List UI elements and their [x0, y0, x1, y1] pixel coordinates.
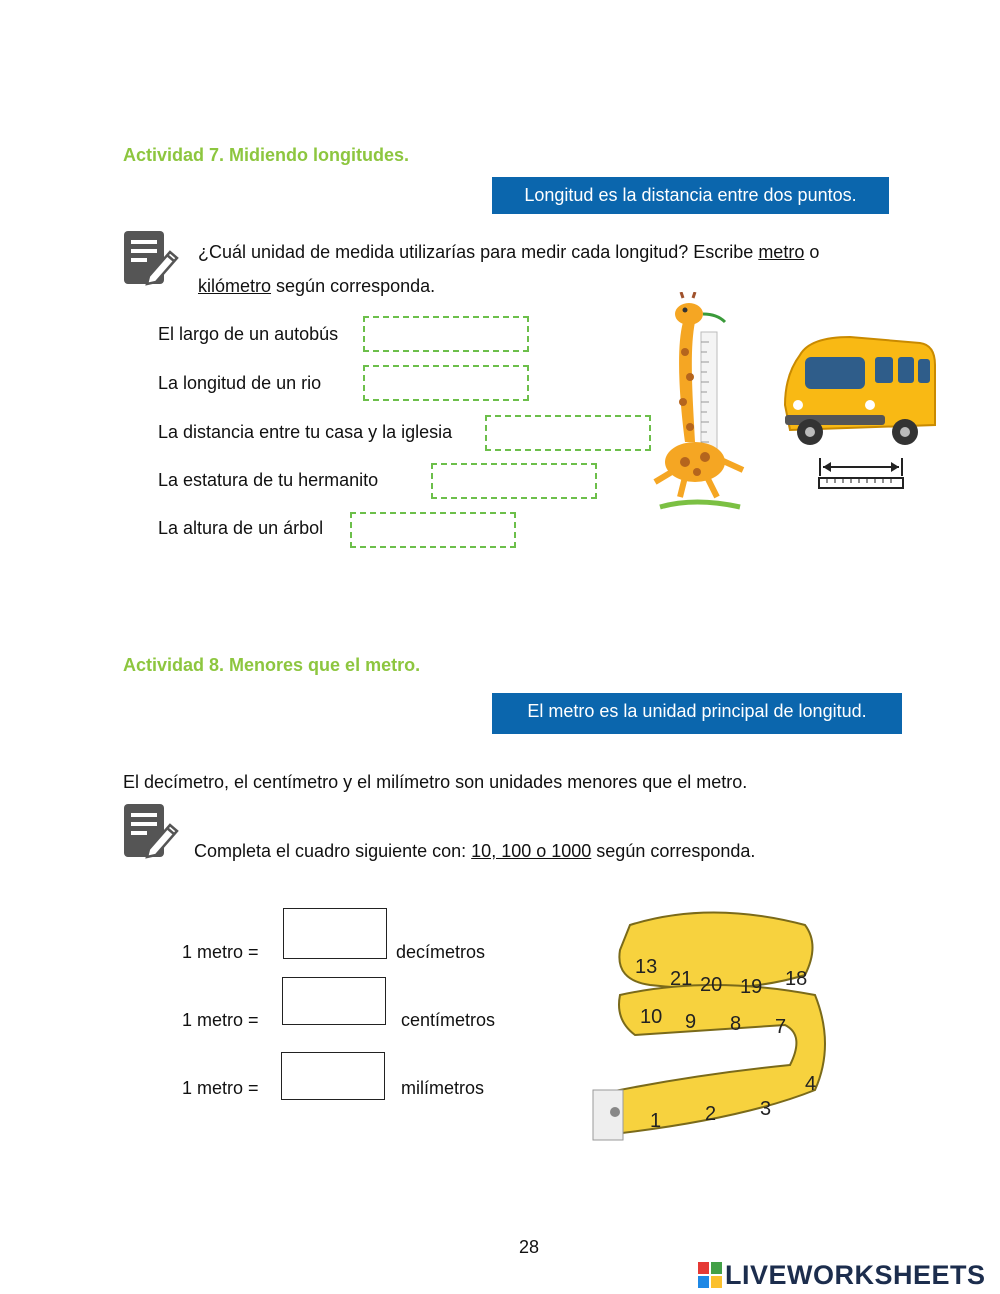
answer-input-distancia[interactable] — [485, 415, 651, 451]
instruction-text: ¿Cuál unidad de medida utilizarías para medir cada longitud? Escribe — [198, 242, 759, 262]
instruction-keyword-metro: metro — [758, 242, 805, 262]
instruction-text: según corresponda. — [591, 841, 756, 861]
page-number: 28 — [519, 1237, 540, 1257]
measuring-tape-image — [590, 905, 835, 1145]
tape-number: 18 — [785, 968, 808, 990]
activity7-instruction — [198, 235, 898, 303]
activity8-intro: El decímetro, el centímetro y el milímetro son unidades menores que el metro. — [123, 772, 748, 792]
giraffe-height-chart-image — [645, 292, 755, 517]
liveworksheets-brand: LIVEWORKSHEETS — [725, 1260, 986, 1290]
tape-number: 7 — [775, 1016, 787, 1038]
item-label: La longitud de un rio — [158, 373, 322, 393]
row-left-label: 1 metro = — [182, 1078, 259, 1098]
item-label: La altura de un árbol — [158, 518, 324, 538]
write-exercise-icon — [123, 803, 179, 859]
answer-input-centimetros[interactable] — [282, 977, 386, 1025]
answer-input-rio[interactable] — [363, 365, 529, 401]
liveworksheets-logo[interactable] — [698, 1260, 994, 1290]
row-unit-label: milímetros — [401, 1078, 485, 1098]
row-left-label: 1 metro = — [182, 942, 259, 962]
tape-number: 10 — [640, 1006, 663, 1028]
row-unit-label: centímetros — [401, 1010, 496, 1030]
item-label: La estatura de tu hermanito — [158, 470, 379, 490]
activity7-banner: Longitud es la distancia entre dos puntos. — [492, 177, 889, 214]
instruction-keyword-kilometro: kilómetro — [198, 276, 272, 296]
instruction-text: según corresponda. — [271, 276, 436, 296]
activity8-title: Actividad 8. Menores que el metro. — [123, 655, 421, 675]
instruction-options: 10, 100 o 1000 — [471, 841, 592, 861]
length-ruler-icon — [817, 456, 905, 490]
row-left-label: 1 metro = — [182, 1010, 259, 1030]
tape-number: 8 — [730, 1013, 742, 1035]
tape-number: 2 — [705, 1103, 717, 1125]
tape-number: 20 — [700, 974, 723, 996]
liveworksheets-logo-icon — [698, 1262, 722, 1288]
answer-input-autobus[interactable] — [363, 316, 529, 352]
school-bus-image — [780, 335, 940, 450]
row-unit-label: decímetros — [396, 942, 486, 962]
activity7-title: Actividad 7. Midiendo longitudes. — [123, 145, 410, 165]
tape-number: 21 — [670, 968, 693, 990]
item-label: El largo de un autobús — [158, 324, 339, 344]
tape-number: 13 — [635, 956, 658, 978]
activity8-instruction — [194, 841, 755, 862]
write-exercise-icon — [123, 230, 179, 286]
instruction-text: o — [804, 242, 820, 262]
tape-number: 9 — [685, 1011, 697, 1033]
item-label: La distancia entre tu casa y la iglesia — [158, 422, 453, 442]
answer-input-decimetros[interactable] — [283, 908, 387, 959]
tape-number: 19 — [740, 976, 763, 998]
answer-input-arbol[interactable] — [350, 512, 516, 548]
tape-number: 3 — [760, 1098, 772, 1120]
activity8-banner: El metro es la unidad principal de longitud. — [492, 693, 902, 734]
tape-number: 1 — [650, 1110, 662, 1132]
answer-input-milimetros[interactable] — [281, 1052, 385, 1100]
answer-input-estatura[interactable] — [431, 463, 597, 499]
instruction-text: Completa el cuadro siguiente con: — [194, 841, 472, 861]
tape-number: 4 — [805, 1073, 817, 1095]
